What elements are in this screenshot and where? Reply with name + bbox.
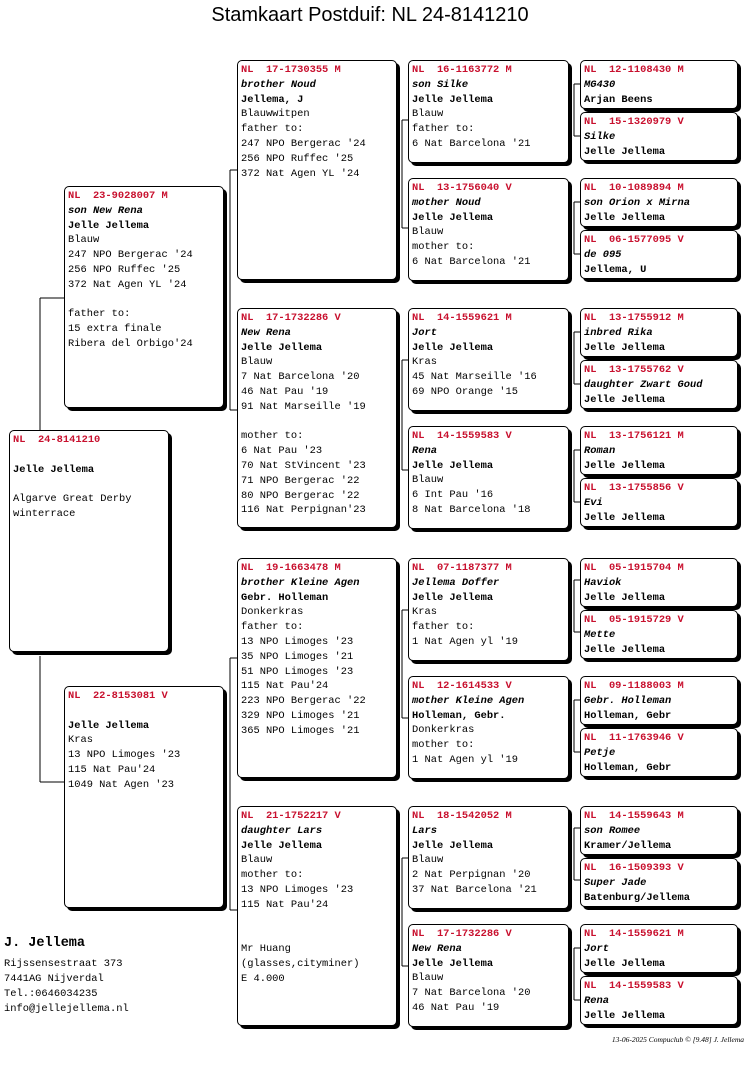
card-line: Petje — [584, 746, 616, 759]
card-line: Lars — [412, 824, 437, 837]
card-line: 223 NPO Bergerac '22 — [241, 695, 366, 708]
card-line: daughter Zwart Goud — [584, 378, 703, 391]
card-line: 45 Nat Marseille '16 — [412, 371, 537, 384]
card-line: Blauw — [412, 474, 444, 487]
pigeon-card-father[interactable] — [64, 186, 224, 408]
card-line: NL 17-1732286 V — [412, 928, 512, 940]
card-line: 51 NPO Limoges '23 — [241, 665, 354, 678]
card-line: Jelle Jellema — [68, 219, 150, 232]
card-line: Jelle Jellema — [412, 93, 494, 106]
card-line: Blauw — [412, 108, 444, 121]
card-line: mother to: — [241, 869, 304, 882]
pigeon-card-main[interactable] — [9, 430, 169, 652]
card-line: 6 Nat Barcelona '21 — [412, 137, 531, 150]
pigeon-card-g10[interactable] — [580, 610, 738, 659]
card-line: NL 16-1509393 V — [584, 862, 684, 874]
pigeon-card-ffm[interactable] — [408, 178, 569, 281]
card-line: NL 12-1108430 M — [584, 64, 684, 76]
card-line: Jellema Doffer — [412, 576, 500, 589]
card-line: 37 Nat Barcelona '21 — [412, 883, 537, 896]
card-line: 372 Nat Agen YL '24 — [241, 167, 360, 180]
card-line: Jellema, U — [584, 263, 647, 276]
card-line: Jelle Jellema — [584, 511, 666, 524]
card-line: NL 19-1663478 M — [241, 562, 341, 574]
card-line: NL 21-1752217 V — [241, 810, 341, 822]
owner-info — [4, 936, 129, 1017]
card-line: 35 NPO Limoges '21 — [241, 650, 354, 663]
card-line: Donkerkras — [241, 606, 304, 619]
card-line: 7 Nat Barcelona '20 — [412, 987, 531, 1000]
card-line: 91 Nat Marseille '19 — [241, 400, 366, 413]
card-line: 1 Nat Agen yl '19 — [412, 753, 519, 766]
card-line: Blauwwitpen — [241, 108, 310, 121]
card-line: mother Noud — [412, 196, 481, 209]
card-line: father to: — [241, 123, 304, 136]
card-line: 80 NPO Bergerac '22 — [241, 489, 360, 502]
owner-email[interactable]: info@jellejellema.nl — [4, 1003, 129, 1015]
card-line: 365 NPO Limoges '21 — [241, 724, 360, 737]
card-line: NL 24-8141210 — [13, 434, 101, 446]
card-line: father to: — [412, 123, 475, 136]
card-line: Mr Huang — [241, 943, 291, 956]
card-line: NL 05-1915729 V — [584, 614, 684, 626]
card-line: Jelle Jellema — [241, 839, 323, 852]
card-line: 115 Nat Pau'24 — [241, 680, 329, 693]
pigeon-card-g15[interactable] — [580, 924, 738, 973]
card-line: mother Kleine Agen — [412, 694, 525, 707]
card-line — [13, 477, 168, 492]
card-line: 372 Nat Agen YL '24 — [68, 278, 187, 291]
card-line: Rena — [412, 444, 437, 457]
card-line: Silke — [584, 130, 616, 143]
card-line: 69 NPO Orange '15 — [412, 385, 519, 398]
card-line: 115 Nat Pau'24 — [241, 898, 329, 911]
pigeon-card-g16[interactable] — [580, 976, 738, 1025]
card-line: Jelle Jellema — [13, 463, 95, 476]
card-line: Evi — [584, 496, 603, 509]
card-line: Gebr. Holleman — [584, 694, 672, 707]
card-line: Kramer/Jellema — [584, 839, 672, 852]
card-line: Jelle Jellema — [584, 145, 666, 158]
card-line: NL 13-1755912 M — [584, 312, 684, 324]
card-line: 2 Nat Perpignan '20 — [412, 869, 531, 882]
card-line: son Silke — [412, 78, 469, 91]
pigeon-card-fff[interactable] — [408, 60, 569, 163]
card-line: Donkerkras — [412, 724, 475, 737]
card-line: NL 23-9028007 M — [68, 190, 168, 202]
card-line: Ribera del Orbigo'24 — [68, 337, 193, 350]
card-line — [68, 704, 223, 719]
pigeon-card-g3[interactable] — [580, 178, 738, 227]
card-line: Jelle Jellema — [412, 957, 494, 970]
card-line — [13, 448, 168, 463]
pigeon-card-mmm[interactable] — [408, 924, 569, 1027]
page-title: Stamkaart Postduif: NL 24-8141210 — [211, 4, 529, 26]
owner-city: 7441AG Nijverdal — [4, 973, 104, 985]
card-line: Haviok — [584, 576, 622, 589]
card-line: Jort — [584, 942, 609, 955]
card-line: Algarve Great Derby — [13, 493, 132, 506]
card-line: Jelle Jellema — [584, 591, 666, 604]
card-line: 13 NPO Limoges '23 — [241, 883, 354, 896]
card-line: father to: — [68, 308, 131, 321]
pigeon-card-g13[interactable] — [580, 806, 738, 855]
card-line: Rena — [584, 994, 609, 1007]
card-line: Jelle Jellema — [412, 211, 494, 224]
card-line: de 095 — [584, 248, 622, 261]
card-line: NL 17-1730355 M — [241, 64, 341, 76]
card-line: 116 Nat Perpignan'23 — [241, 504, 366, 517]
card-line: Jelle Jellema — [584, 211, 666, 224]
card-line — [241, 415, 396, 430]
card-line: NL 13-1756040 V — [412, 182, 512, 194]
card-line: (glasses,cityminer) — [241, 957, 360, 970]
pigeon-card-g8[interactable] — [580, 478, 738, 527]
card-line: NL 13-1756121 M — [584, 430, 684, 442]
card-line: Kras — [412, 356, 437, 369]
card-line: 247 NPO Bergerac '24 — [68, 249, 193, 262]
card-line: 247 NPO Bergerac '24 — [241, 137, 366, 150]
card-line: Holleman, Gebr — [584, 761, 672, 774]
pigeon-card-g1[interactable] — [580, 60, 738, 109]
card-line — [68, 293, 223, 308]
card-line: NL 12-1614533 V — [412, 680, 512, 692]
card-line — [241, 913, 396, 928]
card-line: 46 Nat Pau '19 — [241, 385, 329, 398]
card-line: 46 Nat Pau '19 — [412, 1001, 500, 1014]
card-line: NL 06-1577095 V — [584, 234, 684, 246]
owner-phone: Tel.:0646034235 — [4, 988, 98, 1000]
card-line: NL 18-1542052 M — [412, 810, 512, 822]
card-line: Jelle Jellema — [68, 719, 150, 732]
pigeon-card-g4[interactable] — [580, 230, 738, 279]
card-line: 6 Nat Barcelona '21 — [412, 255, 531, 268]
card-line: 6 Nat Pau '23 — [241, 445, 323, 458]
pigeon-card-g5[interactable] — [580, 308, 738, 357]
card-line: Gebr. Holleman — [241, 591, 329, 604]
card-line: 6 Int Pau '16 — [412, 489, 494, 502]
card-line: 13 NPO Limoges '23 — [68, 749, 181, 762]
card-line: Roman — [584, 444, 616, 457]
card-line: brother Kleine Agen — [241, 576, 360, 589]
card-line: Blauw — [412, 854, 444, 867]
card-line: daughter Lars — [241, 824, 323, 837]
card-line: Jelle Jellema — [584, 1009, 666, 1022]
pigeon-card-g11[interactable] — [580, 676, 738, 725]
card-line: 71 NPO Bergerac '22 — [241, 474, 360, 487]
card-line: NL 13-1755856 V — [584, 482, 684, 494]
card-line: son Romee — [584, 824, 641, 837]
owner-address: Rijssensestraat 373 — [4, 958, 123, 970]
card-line: NL 05-1915704 M — [584, 562, 684, 574]
pigeon-card-fmm[interactable] — [408, 426, 569, 529]
card-line: Jort — [412, 326, 437, 339]
card-line: mother to: — [412, 739, 475, 752]
card-line: NL 17-1732286 V — [241, 312, 341, 324]
card-line: Jelle Jellema — [241, 341, 323, 354]
card-line: New Rena — [412, 942, 462, 955]
card-line: Super Jade — [584, 876, 647, 889]
card-line: NL 16-1163772 M — [412, 64, 512, 76]
card-line: 1049 Nat Agen '23 — [68, 778, 175, 791]
card-line: 1 Nat Agen yl '19 — [412, 635, 519, 648]
card-line: Jelle Jellema — [584, 643, 666, 656]
card-line: NL 15-1320979 V — [584, 116, 684, 128]
card-line: father to: — [412, 621, 475, 634]
card-line: NL 14-1559621 M — [412, 312, 512, 324]
card-line: 256 NPO Ruffec '25 — [68, 263, 181, 276]
card-line: 70 Nat StVincent '23 — [241, 459, 366, 472]
card-line: Jelle Jellema — [584, 957, 666, 970]
card-line: brother Noud — [241, 78, 316, 91]
card-line: Batenburg/Jellema — [584, 891, 691, 904]
card-line: mother to: — [241, 430, 304, 443]
card-line: son New Rena — [68, 204, 143, 217]
card-line: E 4.000 — [241, 972, 285, 985]
card-line — [241, 927, 396, 942]
card-line: Kras — [68, 734, 93, 747]
card-line: Blauw — [241, 356, 273, 369]
card-line: 8 Nat Barcelona '18 — [412, 503, 531, 516]
card-line: father to: — [241, 621, 304, 634]
card-line: Jelle Jellema — [412, 459, 494, 472]
card-line: Kras — [412, 606, 437, 619]
card-line: Blauw — [412, 972, 444, 985]
pigeon-card-g9[interactable] — [580, 558, 738, 607]
card-line: Jelle Jellema — [584, 459, 666, 472]
card-line: inbred Rika — [584, 326, 653, 339]
card-line: Holleman, Gebr. — [412, 709, 506, 722]
card-line: Jelle Jellema — [584, 341, 666, 354]
card-line: NL 13-1755762 V — [584, 364, 684, 376]
pigeon-card-mfm[interactable] — [408, 676, 569, 779]
pigeon-card-g2[interactable] — [580, 112, 738, 161]
owner-name: J. Jellema — [4, 936, 86, 951]
card-line: Jelle Jellema — [412, 341, 494, 354]
card-line: Jellema, J — [241, 93, 304, 106]
card-line: NL 14-1559583 V — [584, 980, 684, 992]
pigeon-card-mother-mother[interactable] — [237, 806, 397, 1026]
pigeon-card-fmf[interactable] — [408, 308, 569, 411]
card-line: NL 14-1559583 V — [412, 430, 512, 442]
footer-credit: 13-06-2025 Compuclub © [9.48] J. Jellema — [611, 1035, 744, 1044]
card-line: NL 14-1559621 M — [584, 928, 684, 940]
card-line: NL 22-8153081 V — [68, 690, 168, 702]
pigeon-card-g7[interactable] — [580, 426, 738, 475]
card-line: Jelle Jellema — [412, 839, 494, 852]
card-line: New Rena — [241, 326, 291, 339]
card-line: Jelle Jellema — [412, 591, 494, 604]
card-line: Blauw — [412, 226, 444, 239]
card-line: Jelle Jellema — [584, 393, 666, 406]
card-line: 13 NPO Limoges '23 — [241, 635, 354, 648]
card-line: Arjan Beens — [584, 93, 653, 106]
card-line: NL 07-1187377 M — [412, 562, 512, 574]
card-line: Mette — [584, 628, 616, 641]
card-line: Blauw — [241, 854, 273, 867]
card-line: 329 NPO Limoges '21 — [241, 709, 360, 722]
card-line: Holleman, Gebr — [584, 709, 672, 722]
card-line: Blauw — [68, 234, 100, 247]
pigeon-card-g12[interactable] — [580, 728, 738, 777]
pigeon-card-mother-father[interactable] — [237, 558, 397, 778]
card-line: MG430 — [584, 78, 616, 91]
pigeon-card-mother[interactable] — [64, 686, 224, 908]
card-line: NL 11-1763946 V — [584, 732, 684, 744]
pigeon-card-mmf[interactable] — [408, 806, 569, 909]
card-line: NL 14-1559643 M — [584, 810, 684, 822]
pigeon-card-g6[interactable] — [580, 360, 738, 409]
card-line: NL 09-1188003 M — [584, 680, 684, 692]
pigeon-card-father-father[interactable] — [237, 60, 397, 280]
card-line: 15 extra finale — [68, 323, 162, 336]
pigeon-card-mff[interactable] — [408, 558, 569, 661]
card-line: 256 NPO Ruffec '25 — [241, 152, 354, 165]
pigeon-card-g14[interactable] — [580, 858, 738, 907]
card-line: mother to: — [412, 241, 475, 254]
pigeon-card-father-mother[interactable] — [237, 308, 397, 528]
card-line: son Orion x Mirna — [584, 196, 691, 209]
card-line: 7 Nat Barcelona '20 — [241, 371, 360, 384]
card-line: winterrace — [13, 507, 76, 520]
card-line: 115 Nat Pau'24 — [68, 763, 156, 776]
card-line: NL 10-1089894 M — [584, 182, 684, 194]
